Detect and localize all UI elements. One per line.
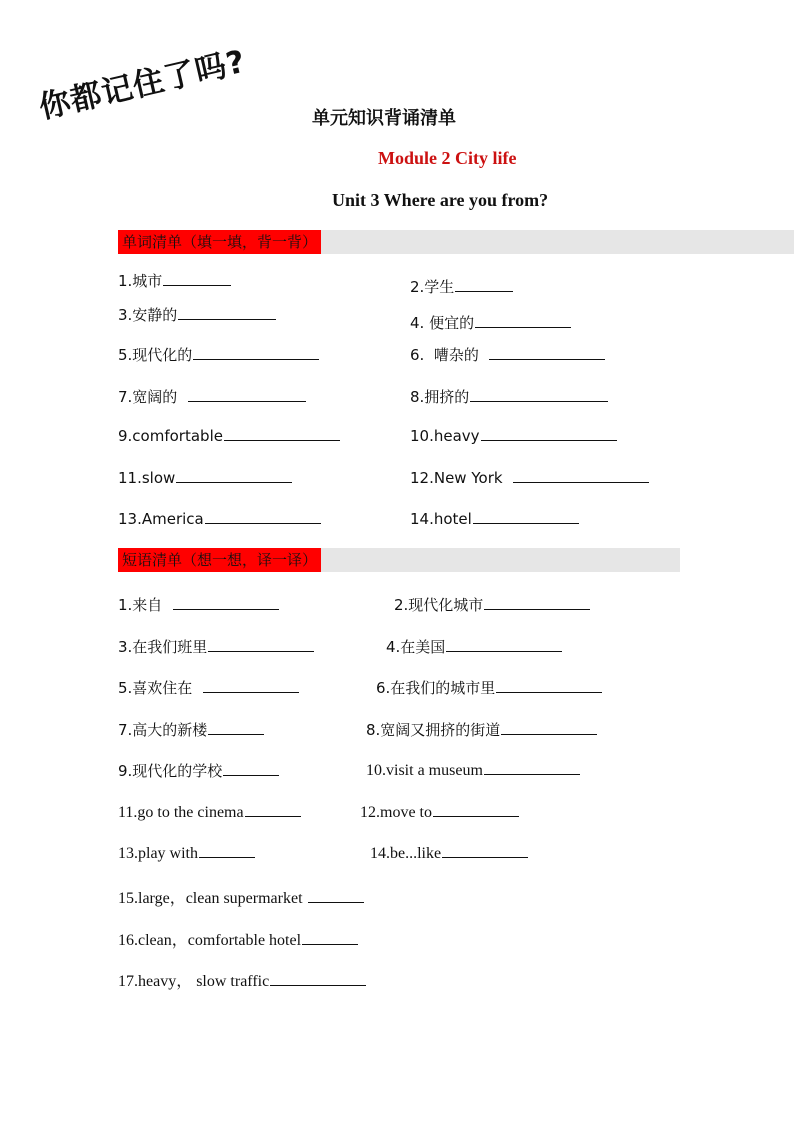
answer-blank[interactable] — [484, 595, 590, 610]
phrases-item — [118, 968, 366, 991]
phrases-item — [370, 843, 528, 863]
vocab-item — [118, 270, 231, 291]
phrases-prompt: 14.be...like — [370, 845, 442, 862]
answer-blank[interactable] — [199, 843, 255, 858]
vocab-item — [410, 468, 649, 487]
phrases-prompt: 17.heavy， slow traffic — [118, 973, 270, 990]
vocab-item — [118, 509, 321, 528]
vocab-item — [410, 312, 571, 333]
phrases-item — [366, 719, 597, 740]
phrases-prompt: 1.来自 — [118, 596, 172, 614]
phrases-item — [386, 636, 562, 657]
vocab-prompt: 4. 便宜的 — [410, 314, 475, 332]
phrases-item — [118, 677, 299, 698]
phrases-prompt: 15.large，clean supermarket — [118, 890, 307, 907]
module-title: Module 2 City life — [378, 148, 517, 168]
vocab-prompt: 1.城市 — [118, 272, 163, 290]
vocab-prompt: 3.安静的 — [118, 306, 178, 324]
answer-blank[interactable] — [270, 971, 366, 986]
phrases-prompt: 9.现代化的学校 — [118, 762, 223, 780]
phrases-item — [118, 719, 264, 740]
answer-blank[interactable] — [513, 468, 649, 483]
answer-blank[interactable] — [475, 313, 571, 328]
memorize-stamp: 你都记住了吗? — [35, 43, 250, 127]
answer-blank[interactable] — [455, 277, 513, 292]
vocab-item — [118, 344, 319, 365]
answer-blank[interactable] — [302, 930, 358, 945]
phrases-prompt: 8.宽阔又拥挤的街道 — [366, 721, 501, 739]
phrases-item — [360, 802, 519, 822]
answer-blank[interactable] — [193, 345, 319, 360]
phrases-item — [118, 636, 314, 657]
phrases-prompt: 10.visit a museum — [366, 762, 483, 779]
vocab-prompt: 14.hotel — [410, 510, 472, 528]
vocab-section-header: 单词清单（填一填，背一背） — [118, 230, 321, 254]
page-title: 单元知识背诵清单 — [312, 108, 456, 129]
phrases-prompt: 12.move to — [360, 804, 432, 821]
phrases-item — [118, 594, 279, 615]
vocab-item — [118, 386, 306, 407]
unit-title: Unit 3 Where are you from? — [332, 190, 549, 210]
answer-blank[interactable] — [208, 637, 314, 652]
answer-blank[interactable] — [163, 271, 231, 286]
vocab-prompt: 13.America — [118, 510, 204, 528]
vocab-item — [118, 426, 340, 445]
vocab-prompt: 8.拥挤的 — [410, 388, 470, 406]
vocab-item — [410, 386, 608, 407]
vocab-prompt: 5.现代化的 — [118, 346, 193, 364]
answer-blank[interactable] — [173, 595, 279, 610]
answer-blank[interactable] — [188, 387, 306, 402]
phrases-item — [118, 802, 301, 822]
answer-blank[interactable] — [245, 802, 301, 817]
phrases-prompt: 3.在我们班里 — [118, 638, 208, 656]
vocab-item — [410, 276, 513, 297]
phrases-prompt: 7.高大的新楼 — [118, 721, 208, 739]
answer-blank[interactable] — [481, 426, 617, 441]
answer-blank[interactable] — [470, 387, 608, 402]
phrases-prompt: 13.play with — [118, 845, 198, 862]
phrases-prompt: 4.在美国 — [386, 638, 446, 656]
phrases-item — [118, 885, 364, 908]
answer-blank[interactable] — [433, 802, 519, 817]
answer-blank[interactable] — [224, 426, 340, 441]
answer-blank[interactable] — [208, 720, 264, 735]
vocab-prompt: 2.学生 — [410, 278, 455, 296]
vocab-prompt: 9.comfortable — [118, 427, 223, 445]
phrases-item — [394, 594, 590, 615]
vocab-prompt: 12.New York — [410, 469, 513, 487]
vocab-item — [410, 426, 617, 445]
phrases-prompt: 5.喜欢住在 — [118, 679, 202, 697]
vocab-section-bar — [118, 230, 794, 254]
answer-blank[interactable] — [473, 509, 579, 524]
phrases-item — [118, 927, 358, 950]
answer-blank[interactable] — [501, 720, 597, 735]
answer-blank[interactable] — [489, 345, 605, 360]
phrases-item — [376, 677, 602, 698]
answer-blank[interactable] — [484, 760, 580, 775]
phrase-section-header: 短语清单（想一想，译一译） — [118, 548, 321, 572]
answer-blank[interactable] — [176, 468, 292, 483]
phrases-prompt: 2.现代化城市 — [394, 596, 484, 614]
phrase-section-bar — [118, 548, 680, 572]
vocab-item — [410, 509, 579, 528]
vocab-item — [118, 304, 276, 325]
phrases-prompt: 6.在我们的城市里 — [376, 679, 496, 697]
answer-blank[interactable] — [223, 761, 279, 776]
answer-blank[interactable] — [496, 678, 602, 693]
vocab-prompt: 10.heavy — [410, 427, 480, 445]
phrases-item — [118, 760, 279, 781]
answer-blank[interactable] — [308, 888, 364, 903]
vocab-item — [118, 468, 292, 487]
vocab-prompt: 11.slow — [118, 469, 176, 487]
answer-blank[interactable] — [442, 843, 528, 858]
phrases-prompt: 11.go to the cinema — [118, 804, 244, 821]
answer-blank[interactable] — [203, 678, 299, 693]
vocab-prompt: 6. 嘈杂的 — [410, 346, 489, 364]
phrases-item — [118, 843, 255, 863]
vocab-prompt: 7.宽阔的 — [118, 388, 187, 406]
answer-blank[interactable] — [205, 509, 321, 524]
phrases-item — [366, 760, 580, 780]
answer-blank[interactable] — [446, 637, 562, 652]
vocab-item — [410, 344, 605, 365]
phrases-prompt: 16.clean，comfortable hotel — [118, 932, 302, 949]
answer-blank[interactable] — [178, 305, 276, 320]
